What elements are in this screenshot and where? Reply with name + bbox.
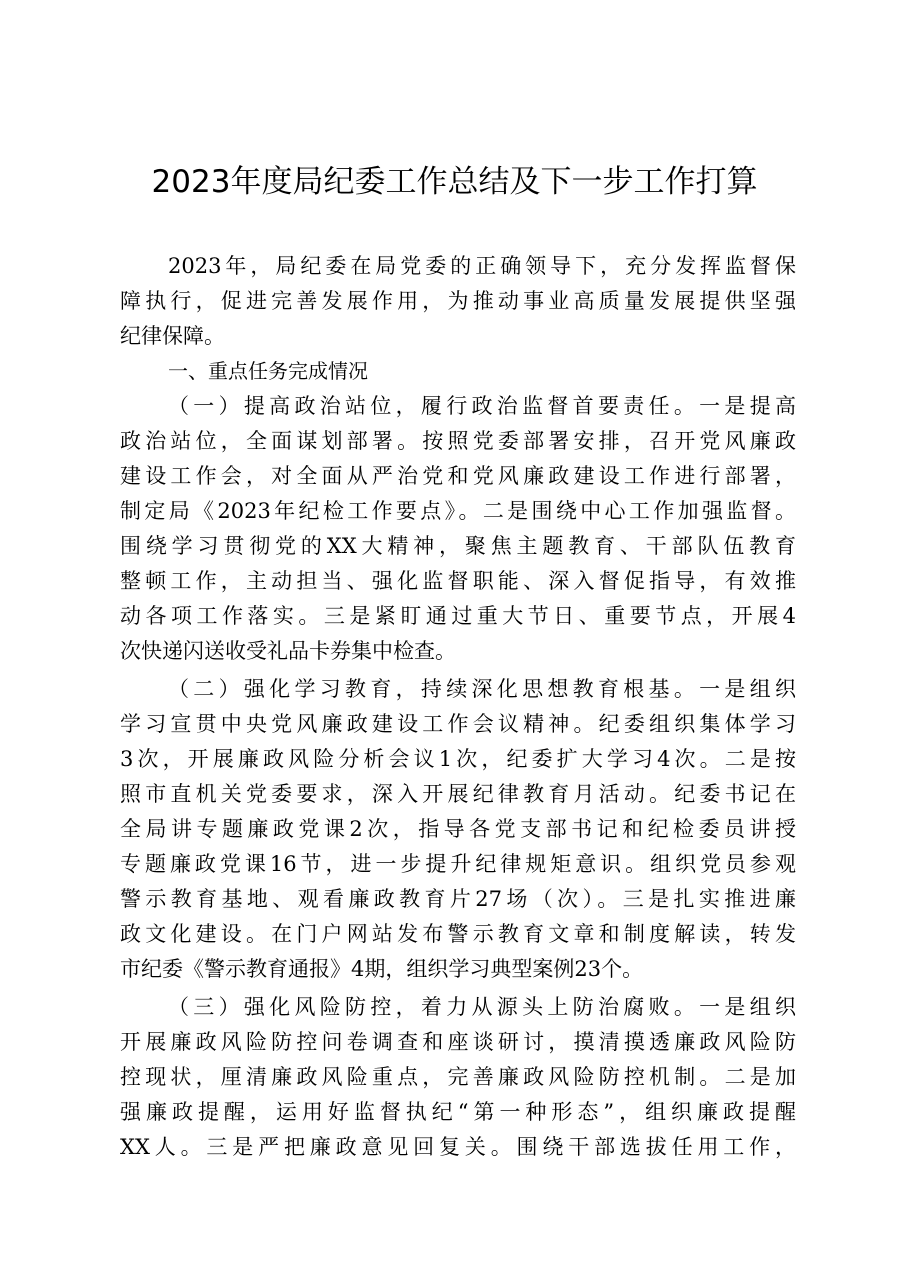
paragraph-line: （二）强化学习教育，持续深化思想教育根基。一是组织 [168, 677, 796, 701]
paragraph-line: 政治站位，全面谋划部署。按照党委部署安排，召开党风廉政 [120, 429, 796, 453]
paragraph-line: 整顿工作，主动担当、强化监督职能、深入督促指导，有效推 [120, 569, 796, 593]
paragraph-line: 控现状，厘清廉政风险重点，完善廉政风险防控机制。二是加 [120, 1065, 796, 1089]
paragraph-line: 警示教育基地、观看廉政教育片27场（次）。三是扎实推进廉 [120, 887, 796, 911]
paragraph-line: 政文化建设。在门户网站发布警示教育文章和制度解读，转发 [120, 922, 796, 946]
paragraph-line: 学习宣贯中央党风廉政建设工作会议精神。纪委组织集体学习 [120, 712, 796, 736]
paragraph-line: 开展廉政风险防控问卷调查和座谈研讨，摸清摸透廉政风险防 [120, 1030, 796, 1054]
paragraph-line: 照市直机关党委要求，深入开展纪律教育月活动。纪委书记在 [120, 782, 796, 806]
section-heading: 一、重点任务完成情况 [168, 359, 368, 383]
paragraph-line: 建设工作会，对全面从严治党和党风廉政建设工作进行部署， [120, 464, 796, 488]
paragraph-line: （一）提高政治站位，履行政治监督首要责任。一是提高 [168, 394, 796, 418]
paragraph-line: （三）强化风险防控，着力从源头上防治腐败。一是组织 [168, 995, 796, 1019]
paragraph-line: XX人。三是严把廉政意见回复关。围绕干部选拔任用工作， [120, 1135, 796, 1159]
paragraph-line: 障执行，促进完善发展作用，为推动事业高质量发展提供坚强 [120, 289, 796, 313]
document-title: 2023年度局纪委工作总结及下一步工作打算 [151, 164, 758, 200]
paragraph-line: 2023年，局纪委在局党委的正确领导下，充分发挥监督保 [168, 254, 796, 278]
paragraph-line: 动各项工作落实。三是紧盯通过重大节日、重要节点，开展4 [120, 604, 796, 628]
paragraph-line: 强廉政提醒，运用好监督执纪“第一种形态”，组织廉政提醒 [120, 1100, 796, 1124]
paragraph-line: 制定局《2023年纪检工作要点》。二是围绕中心工作加强监督。 [120, 499, 796, 523]
paragraph-line: 市纪委《警示教育通报》4期，组织学习典型案例23个。 [120, 957, 644, 981]
paragraph-line: 全局讲专题廉政党课2次，指导各党支部书记和纪检委员讲授 [120, 817, 796, 841]
paragraph-line: 专题廉政党课16节，进一步提升纪律规矩意识。组织党员参观 [120, 852, 796, 876]
paragraph-line: 次快递闪送收受礼品卡券集中检查。 [120, 639, 456, 663]
paragraph-line: 围绕学习贯彻党的XX大精神，聚焦主题教育、干部队伍教育 [120, 534, 796, 558]
paragraph-line: 纪律保障。 [120, 324, 225, 348]
paragraph-line: 3次，开展廉政风险分析会议1次，纪委扩大学习4次。二是按 [120, 747, 796, 771]
document-body [120, 249, 820, 1165]
